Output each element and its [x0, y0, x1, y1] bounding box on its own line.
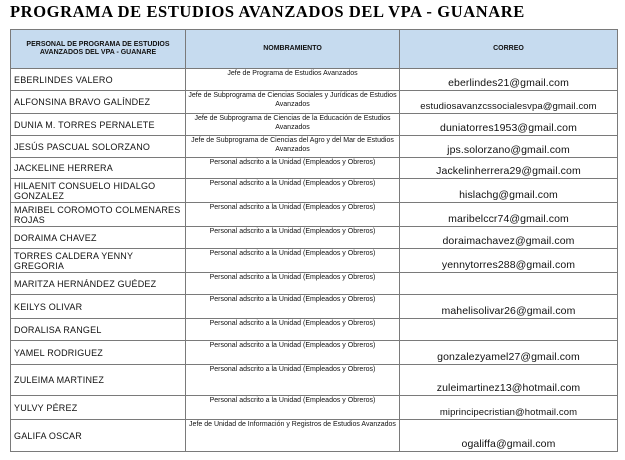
row-name: ZULEIMA MARTINEZ: [11, 365, 186, 396]
table-row: [11, 319, 618, 341]
row-role: Jefe de Subprograma de Ciencias de la Educación de Estudios Avanzados: [186, 114, 400, 136]
row-email: Jackelinherrera29@gmail.com: [400, 158, 618, 179]
row-email: miprincipecristian@hotmail.com: [400, 396, 618, 420]
row-name: YULVY PÉREZ: [11, 396, 186, 420]
table-row: [11, 341, 618, 365]
table-row: [11, 249, 618, 273]
row-name: EBERLINDES VALERO: [11, 69, 186, 91]
table-row: [11, 227, 618, 249]
row-email: [400, 319, 618, 341]
row-name: DORAIMA CHAVEZ: [11, 227, 186, 249]
row-role: Personal adscrito a la Unidad (Empleados y Obreros): [186, 365, 400, 396]
row-email: gonzalezyamel27@gmail.com: [400, 341, 618, 365]
row-role: Jefe de Subprograma de Ciencias Sociales y Jurídicas de Estudios Avanzados: [186, 91, 400, 114]
row-role: Jefe de Unidad de Información y Registros de Estudios Avanzados: [186, 420, 400, 452]
row-email: doraimachavez@gmail.com: [400, 227, 618, 249]
page-title: PROGRAMA DE ESTUDIOS AVANZADOS DEL VPA - GUANARE: [10, 2, 525, 21]
row-role: Jefe de Programa de Estudios Avanzados: [186, 69, 400, 91]
table-row: [11, 114, 618, 136]
table-row: [11, 420, 618, 452]
row-role: Personal adscrito a la Unidad (Empleados y Obreros): [186, 227, 400, 249]
row-email: duniatorres1953@gmail.com: [400, 114, 618, 136]
table-body: [11, 69, 618, 452]
table-row: [11, 203, 618, 227]
row-email: yennytorres288@gmail.com: [400, 249, 618, 273]
row-name: HILAENIT CONSUELO HIDALGO GONZALEZ: [11, 179, 186, 203]
row-role: Personal adscrito a la Unidad (Empleados y Obreros): [186, 396, 400, 420]
table-row: [11, 179, 618, 203]
row-email: jps.solorzano@gmail.com: [400, 136, 618, 158]
row-role: Personal adscrito a la Unidad (Empleados y Obreros): [186, 249, 400, 273]
row-name: ALFONSINA BRAVO GALÍNDEZ: [11, 91, 186, 114]
row-role: Personal adscrito a la Unidad (Empleados y Obreros): [186, 341, 400, 365]
row-role: Personal adscrito a la Unidad (Empleados y Obreros): [186, 158, 400, 179]
header-nombramiento: NOMBRAMIENTO: [186, 30, 400, 69]
row-email: maribelccr74@gmail.com: [400, 203, 618, 227]
table-row: [11, 69, 618, 91]
table-row: [11, 136, 618, 158]
staff-table: [10, 29, 618, 452]
row-name: JACKELINE HERRERA: [11, 158, 186, 179]
row-email: ogaliffa@gmail.com: [400, 420, 618, 452]
row-name: GALIFA OSCAR: [11, 420, 186, 452]
row-email: hislachg@gmail.com: [400, 179, 618, 203]
row-name: YAMEL RODRIGUEZ: [11, 341, 186, 365]
row-name: KEILYS OLIVAR: [11, 295, 186, 319]
row-name: TORRES CALDERA YENNY GREGORIA: [11, 249, 186, 273]
row-email: eberlindes21@gmail.com: [400, 69, 618, 91]
row-role: Personal adscrito a la Unidad (Empleados y Obreros): [186, 179, 400, 203]
row-name: DORALISA RANGEL: [11, 319, 186, 341]
row-email: estudiosavanzcssocialesvpa@gmail.com: [400, 91, 618, 114]
header-personal: PERSONAL DE PROGRAMA DE ESTUDIOS AVANZADOS DEL VPA - GUANARE: [11, 30, 186, 69]
table-row: [11, 365, 618, 396]
table-row: [11, 396, 618, 420]
row-email: [400, 273, 618, 295]
table-row: [11, 158, 618, 179]
table-row: [11, 295, 618, 319]
row-email: mahelisolivar26@gmail.com: [400, 295, 618, 319]
table-row: [11, 91, 618, 114]
row-role: Personal adscrito a la Unidad (Empleados y Obreros): [186, 273, 400, 295]
row-name: JESÚS PASCUAL SOLORZANO: [11, 136, 186, 158]
row-role: Jefe de Subprograma de Ciencias del Agro y del Mar de Estudios Avanzados: [186, 136, 400, 158]
table-row: [11, 273, 618, 295]
row-role: Personal adscrito a la Unidad (Empleados y Obreros): [186, 319, 400, 341]
header-correo: CORREO: [400, 30, 618, 69]
row-role: Personal adscrito a la Unidad (Empleados y Obreros): [186, 295, 400, 319]
row-email: zuleimartinez13@hotmail.com: [400, 365, 618, 396]
row-name: MARITZA HERNÁNDEZ GUÉDEZ: [11, 273, 186, 295]
row-role: Personal adscrito a la Unidad (Empleados y Obreros): [186, 203, 400, 227]
table-header-row: [11, 30, 618, 69]
row-name: MARIBEL COROMOTO COLMENARES ROJAS: [11, 203, 186, 227]
row-name: DUNIA M. TORRES PERNALETE: [11, 114, 186, 136]
